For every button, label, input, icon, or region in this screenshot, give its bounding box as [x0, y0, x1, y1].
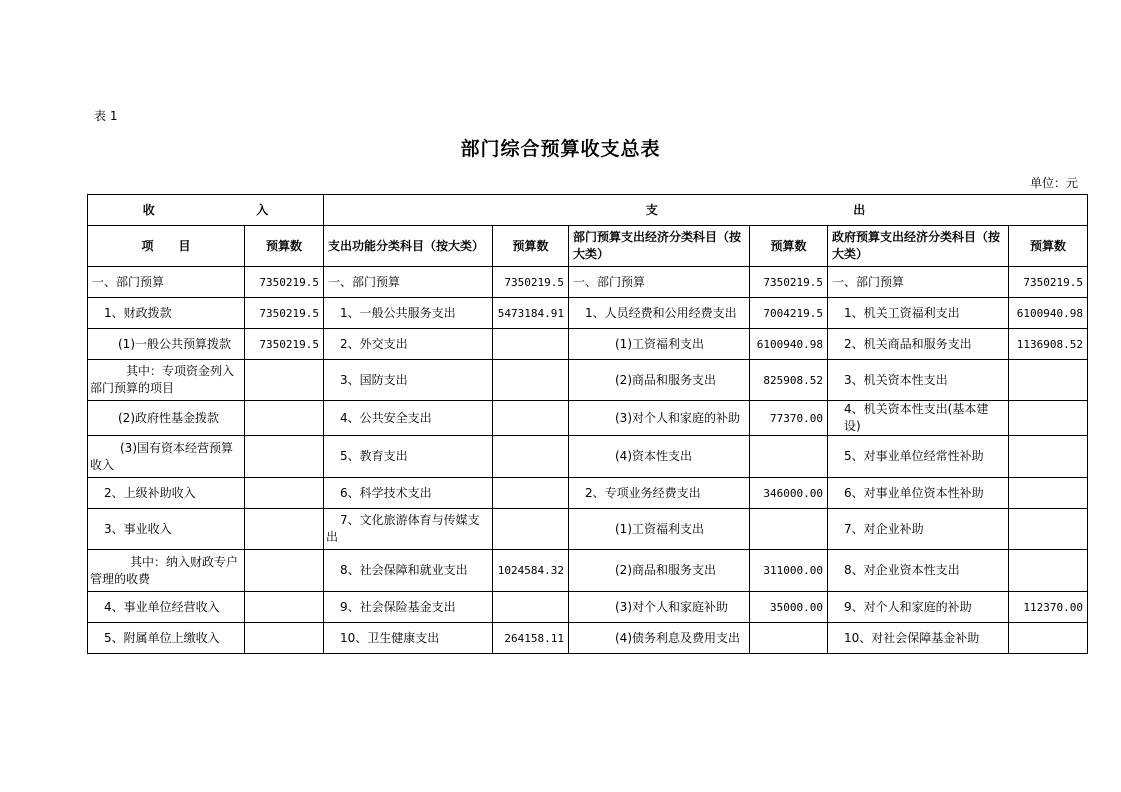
dept-economic-item-cell: 一、部门预算 — [569, 267, 750, 298]
dept-economic-amount-cell: 7350219.5 — [750, 267, 828, 298]
income-amount-cell — [245, 550, 324, 592]
dept-economic-item-cell: 2、专项业务经费支出 — [569, 478, 750, 509]
functional-item-cell: 3、国防支出 — [324, 360, 493, 401]
gov-economic-item-cell: 9、对个人和家庭的补助 — [828, 592, 1009, 623]
gov-economic-item-cell: 8、对企业资本性支出 — [828, 550, 1009, 592]
dept-economic-amount-cell — [750, 509, 828, 550]
dept-economic-amount-cell: 77370.00 — [750, 401, 828, 436]
table-row — [88, 436, 1088, 478]
functional-amount-cell — [493, 401, 569, 436]
functional-amount-cell: 1024584.32 — [493, 550, 569, 592]
functional-item-cell: 10、卫生健康支出 — [324, 623, 493, 654]
income-amount-cell — [245, 592, 324, 623]
income-group-char-2: 入 — [256, 202, 269, 217]
income-item-cell: 其中：纳入财政专户管理的收费 — [88, 550, 245, 592]
gov-economic-item-cell: 一、部门预算 — [828, 267, 1009, 298]
income-amount-cell: 7350219.5 — [245, 267, 324, 298]
dept-economic-item-cell: (2)商品和服务支出 — [569, 360, 750, 401]
gov-economic-amount-cell: 1136908.52 — [1009, 329, 1088, 360]
dept-economic-item-cell: (3)对个人和家庭的补助 — [569, 401, 750, 436]
group-header-row — [88, 195, 1088, 226]
dept-economic-amount-cell: 311000.00 — [750, 550, 828, 592]
gov-economic-amount-cell — [1009, 623, 1088, 654]
income-amount-cell — [245, 509, 324, 550]
dept-economic-amount-cell — [750, 436, 828, 478]
income-item-cell: (1)一般公共预算拨款 — [88, 329, 245, 360]
functional-category-header: 支出功能分类科目（按大类） — [324, 226, 493, 267]
budget-amount-header: 预算数 — [750, 226, 828, 267]
dept-economic-item-cell: (1)工资福利支出 — [569, 509, 750, 550]
dept-economic-amount-cell — [750, 623, 828, 654]
functional-amount-cell — [493, 329, 569, 360]
income-item-cell: 2、上级补助收入 — [88, 478, 245, 509]
gov-economic-item-cell: 6、对事业单位资本性补助 — [828, 478, 1009, 509]
functional-item-cell: 8、社会保障和就业支出 — [324, 550, 493, 592]
functional-amount-cell: 7350219.5 — [493, 267, 569, 298]
budget-summary-table — [87, 194, 1088, 654]
gov-economic-amount-cell: 7350219.5 — [1009, 267, 1088, 298]
gov-economic-amount-cell: 112370.00 — [1009, 592, 1088, 623]
dept-economic-item-cell: (1)工资福利支出 — [569, 329, 750, 360]
gov-economic-item-cell: 7、对企业补助 — [828, 509, 1009, 550]
gov-economic-item-cell: 1、机关工资福利支出 — [828, 298, 1009, 329]
income-item-cell: 5、附属单位上缴收入 — [88, 623, 245, 654]
table-row — [88, 550, 1088, 592]
functional-item-cell: 6、科学技术支出 — [324, 478, 493, 509]
income-item-cell: 其中：专项资金列入部门预算的项目 — [88, 360, 245, 401]
table-row — [88, 267, 1088, 298]
dept-economic-amount-cell: 35000.00 — [750, 592, 828, 623]
functional-amount-cell — [493, 592, 569, 623]
functional-item-cell: 4、公共安全支出 — [324, 401, 493, 436]
income-item-cell: (2)政府性基金拨款 — [88, 401, 245, 436]
table-row — [88, 478, 1088, 509]
dept-economic-item-cell: (2)商品和服务支出 — [569, 550, 750, 592]
income-item-cell: 4、事业单位经营收入 — [88, 592, 245, 623]
gov-economic-amount-cell — [1009, 550, 1088, 592]
functional-amount-cell: 5473184.91 — [493, 298, 569, 329]
gov-economic-amount-cell — [1009, 401, 1088, 436]
unit-label: 单位：元 — [1029, 176, 1078, 190]
table-row — [88, 509, 1088, 550]
dept-economic-category-header: 部门预算支出经济分类科目（按大类） — [569, 226, 750, 267]
dept-economic-amount-cell: 6100940.98 — [750, 329, 828, 360]
budget-amount-header: 预算数 — [493, 226, 569, 267]
income-amount-cell — [245, 478, 324, 509]
income-group-char-1: 收 — [142, 202, 155, 217]
functional-item-cell: 5、教育支出 — [324, 436, 493, 478]
functional-item-cell: 2、外交支出 — [324, 329, 493, 360]
income-item-cell: 3、事业收入 — [88, 509, 245, 550]
table-row — [88, 298, 1088, 329]
item-column-header — [88, 226, 245, 267]
expenditure-group-char-1: 支 — [645, 202, 658, 217]
functional-amount-cell — [493, 509, 569, 550]
table-label: 表 1 — [94, 109, 118, 123]
dept-economic-item-cell: 1、人员经费和公用经费支出 — [569, 298, 750, 329]
income-group-header — [88, 195, 324, 226]
gov-economic-amount-cell — [1009, 478, 1088, 509]
income-item-cell: 一、部门预算 — [88, 267, 245, 298]
gov-economic-category-header: 政府预算支出经济分类科目（按大类） — [828, 226, 1009, 267]
dept-economic-item-cell: (4)资本性支出 — [569, 436, 750, 478]
table-row — [88, 401, 1088, 436]
income-amount-cell — [245, 436, 324, 478]
functional-amount-cell: 264158.11 — [493, 623, 569, 654]
gov-economic-item-cell: 5、对事业单位经常性补助 — [828, 436, 1009, 478]
gov-economic-amount-cell — [1009, 360, 1088, 401]
expenditure-group-header — [324, 195, 1088, 226]
gov-economic-amount-cell — [1009, 436, 1088, 478]
functional-item-cell: 9、社会保险基金支出 — [324, 592, 493, 623]
functional-amount-cell — [493, 360, 569, 401]
gov-economic-item-cell: 4、机关资本性支出(基本建设) — [828, 401, 1009, 436]
table-row — [88, 360, 1088, 401]
income-amount-cell: 7350219.5 — [245, 298, 324, 329]
dept-economic-amount-cell: 346000.00 — [750, 478, 828, 509]
income-amount-cell — [245, 401, 324, 436]
functional-item-cell: 1、一般公共服务支出 — [324, 298, 493, 329]
item-header-char-1: 项 — [141, 238, 154, 253]
budget-amount-header: 预算数 — [245, 226, 324, 267]
income-amount-cell: 7350219.5 — [245, 329, 324, 360]
functional-item-cell: 一、部门预算 — [324, 267, 493, 298]
income-amount-cell — [245, 360, 324, 401]
dept-economic-item-cell: (4)债务利息及费用支出 — [569, 623, 750, 654]
column-header-row — [88, 226, 1088, 267]
budget-amount-header: 预算数 — [1009, 226, 1088, 267]
gov-economic-amount-cell: 6100940.98 — [1009, 298, 1088, 329]
functional-amount-cell — [493, 478, 569, 509]
income-item-cell: 1、财政拨款 — [88, 298, 245, 329]
gov-economic-item-cell: 10、对社会保障基金补助 — [828, 623, 1009, 654]
expenditure-group-char-2: 出 — [853, 202, 866, 217]
dept-economic-amount-cell: 825908.52 — [750, 360, 828, 401]
table-row — [88, 329, 1088, 360]
gov-economic-amount-cell — [1009, 509, 1088, 550]
dept-economic-amount-cell: 7004219.5 — [750, 298, 828, 329]
dept-economic-item-cell: (3)对个人和家庭补助 — [569, 592, 750, 623]
table-row — [88, 623, 1088, 654]
income-item-cell: (3)国有资本经营预算收入 — [88, 436, 245, 478]
functional-item-cell: 7、文化旅游体育与传媒支出 — [324, 509, 493, 550]
table-row — [88, 592, 1088, 623]
functional-amount-cell — [493, 436, 569, 478]
gov-economic-item-cell: 3、机关资本性支出 — [828, 360, 1009, 401]
gov-economic-item-cell: 2、机关商品和服务支出 — [828, 329, 1009, 360]
page-title: 部门综合预算收支总表 — [460, 138, 661, 160]
income-amount-cell — [245, 623, 324, 654]
item-header-char-2: 目 — [178, 238, 191, 253]
